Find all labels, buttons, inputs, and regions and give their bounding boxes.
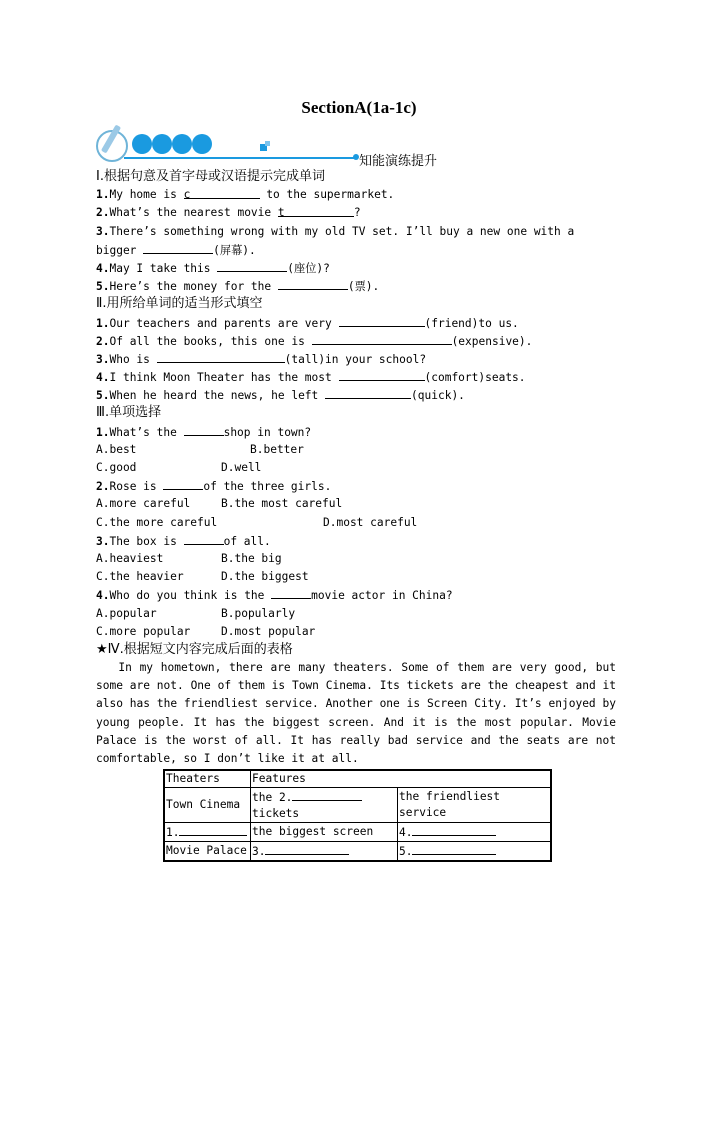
table-header: Features — [251, 770, 552, 788]
section-banner — [94, 124, 454, 169]
option-a[interactable]: A.more careful — [96, 497, 191, 511]
table-row — [164, 770, 551, 788]
answer-blank[interactable] — [412, 842, 496, 855]
s3-q1-options-cd — [96, 459, 616, 477]
option-a[interactable]: A.best — [96, 442, 137, 456]
table-cell: 3. — [251, 842, 398, 862]
answer-blank[interactable] — [157, 350, 285, 363]
option-a[interactable]: A.heaviest — [96, 551, 164, 565]
exercise-content — [96, 168, 616, 768]
answer-blank[interactable]: c — [184, 186, 260, 199]
option-d[interactable]: D.most careful — [323, 515, 418, 529]
s3-q2-options-ab — [96, 495, 616, 513]
answer-blank[interactable] — [163, 477, 203, 490]
answer-blank[interactable] — [312, 332, 452, 345]
table-cell: 5. — [398, 842, 552, 862]
option-d[interactable]: D.most popular — [221, 624, 316, 638]
s3-q1-options-ab — [96, 441, 616, 459]
page-title: SectionA(1a-1c) — [301, 98, 417, 117]
s3-q3-options-cd — [96, 568, 616, 586]
s2-q3: 3.Who is (tall)in your school? — [96, 350, 616, 368]
answer-blank[interactable] — [292, 788, 362, 801]
option-a[interactable]: A.popular — [96, 606, 157, 620]
option-c[interactable]: C.the heavier — [96, 570, 184, 584]
banner-label: 知能演练提升 — [359, 154, 438, 169]
s1-q4: 4.May I take this (座位)? — [96, 259, 616, 277]
table-cell: the friendliest service — [398, 788, 552, 823]
option-b[interactable]: B.the big — [221, 551, 282, 565]
s3-q3-options-ab — [96, 550, 616, 568]
decor-dot-icon — [132, 134, 152, 154]
reading-passage: In my hometown, there are many theaters. Some of them are very good, but some are not. One of them is Town Cinema. Its tickets are the cheapest and it also has the friendliest service. Another one is Screen City. It’s enjoyed by young people. It has the biggest screen. And it is the most popular. Movie Palace is the worst of all. It has really bad service and the seats are not comfortable, so I don’t like it at all. — [96, 661, 616, 766]
option-c[interactable]: C.the more careful — [96, 515, 218, 529]
answer-blank[interactable] — [184, 423, 224, 436]
table-cell: the biggest screen — [251, 823, 398, 842]
option-b[interactable]: B.better — [250, 442, 304, 456]
answer-blank[interactable] — [412, 823, 496, 836]
answer-blank[interactable] — [265, 842, 349, 855]
answer-blank[interactable]: t — [278, 204, 354, 217]
answer-blank[interactable] — [184, 532, 224, 545]
decor-dot-icon — [172, 134, 192, 154]
table-cell: Movie Palace — [164, 842, 251, 862]
section3-heading: Ⅲ.单项选择 — [96, 405, 162, 421]
s3-q1: 1.What’s the shop in town? — [96, 423, 616, 441]
option-d[interactable]: D.well — [221, 461, 262, 474]
table-row — [164, 788, 551, 823]
decor-dot-icon — [152, 134, 172, 154]
answer-blank[interactable] — [278, 277, 348, 290]
s3-q4: 4.Who do you think is the movie actor in China? — [96, 586, 616, 604]
table-cell: Town Cinema — [164, 788, 251, 823]
section1-heading: Ⅰ.根据句意及首字母或汉语提示完成单词 — [96, 169, 325, 184]
s1-q3: 3.There’s something wrong with my old TV set. I’ll buy a new one with a — [96, 224, 575, 238]
answer-blank[interactable] — [271, 586, 311, 599]
answer-blank[interactable] — [325, 386, 411, 399]
s3-q2: 2.Rose is of the three girls. — [96, 477, 616, 495]
table-cell: 1. — [164, 823, 251, 842]
option-c[interactable]: C.good — [96, 461, 137, 474]
table-row — [164, 823, 551, 842]
banner-line — [124, 157, 356, 159]
s3-q4-options-cd — [96, 623, 616, 641]
option-d[interactable]: D.the biggest — [221, 570, 309, 584]
s2-q5: 5.When he heard the news, he left (quick). — [96, 386, 616, 404]
answer-blank[interactable] — [143, 241, 213, 254]
s3-q2-options-cd — [96, 514, 616, 532]
table-cell: 4. — [398, 823, 552, 842]
features-table — [163, 769, 552, 862]
section2-heading: Ⅱ.用所给单词的适当形式填空 — [96, 296, 263, 312]
s3-q3: 3.The box is of all. — [96, 532, 616, 550]
s1-q5: 5.Here’s the money for the (票). — [96, 277, 616, 295]
option-b[interactable]: B.the most careful — [221, 497, 343, 511]
s1-q1: 1.My home is c to the supermarket. — [96, 188, 395, 202]
answer-blank[interactable] — [339, 368, 425, 381]
table-row — [164, 842, 551, 862]
decor-dot-icon — [192, 134, 212, 154]
table-cell: the 2. tickets — [251, 788, 398, 823]
decor-square-icon — [265, 141, 270, 146]
s1-q2: 2.What’s the nearest movie t ? — [96, 206, 361, 220]
answer-blank[interactable] — [217, 259, 287, 272]
option-c[interactable]: C.more popular — [96, 624, 191, 638]
answer-blank[interactable] — [339, 314, 425, 327]
option-b[interactable]: B.popularly — [221, 606, 296, 620]
s2-q2: 2.Of all the books, this one is (expensive). — [96, 332, 616, 350]
s3-q4-options-ab — [96, 605, 616, 623]
s2-q4: 4.I think Moon Theater has the most (comfort)seats. — [96, 368, 616, 386]
answer-blank[interactable] — [179, 823, 247, 836]
s1-q3-cont: bigger (屏幕). — [96, 241, 616, 259]
s2-q1: 1.Our teachers and parents are very (friend)to us. — [96, 314, 616, 332]
section4-heading: ★Ⅳ.根据短文内容完成后面的表格 — [96, 641, 293, 657]
table-header: Theaters — [164, 770, 251, 788]
